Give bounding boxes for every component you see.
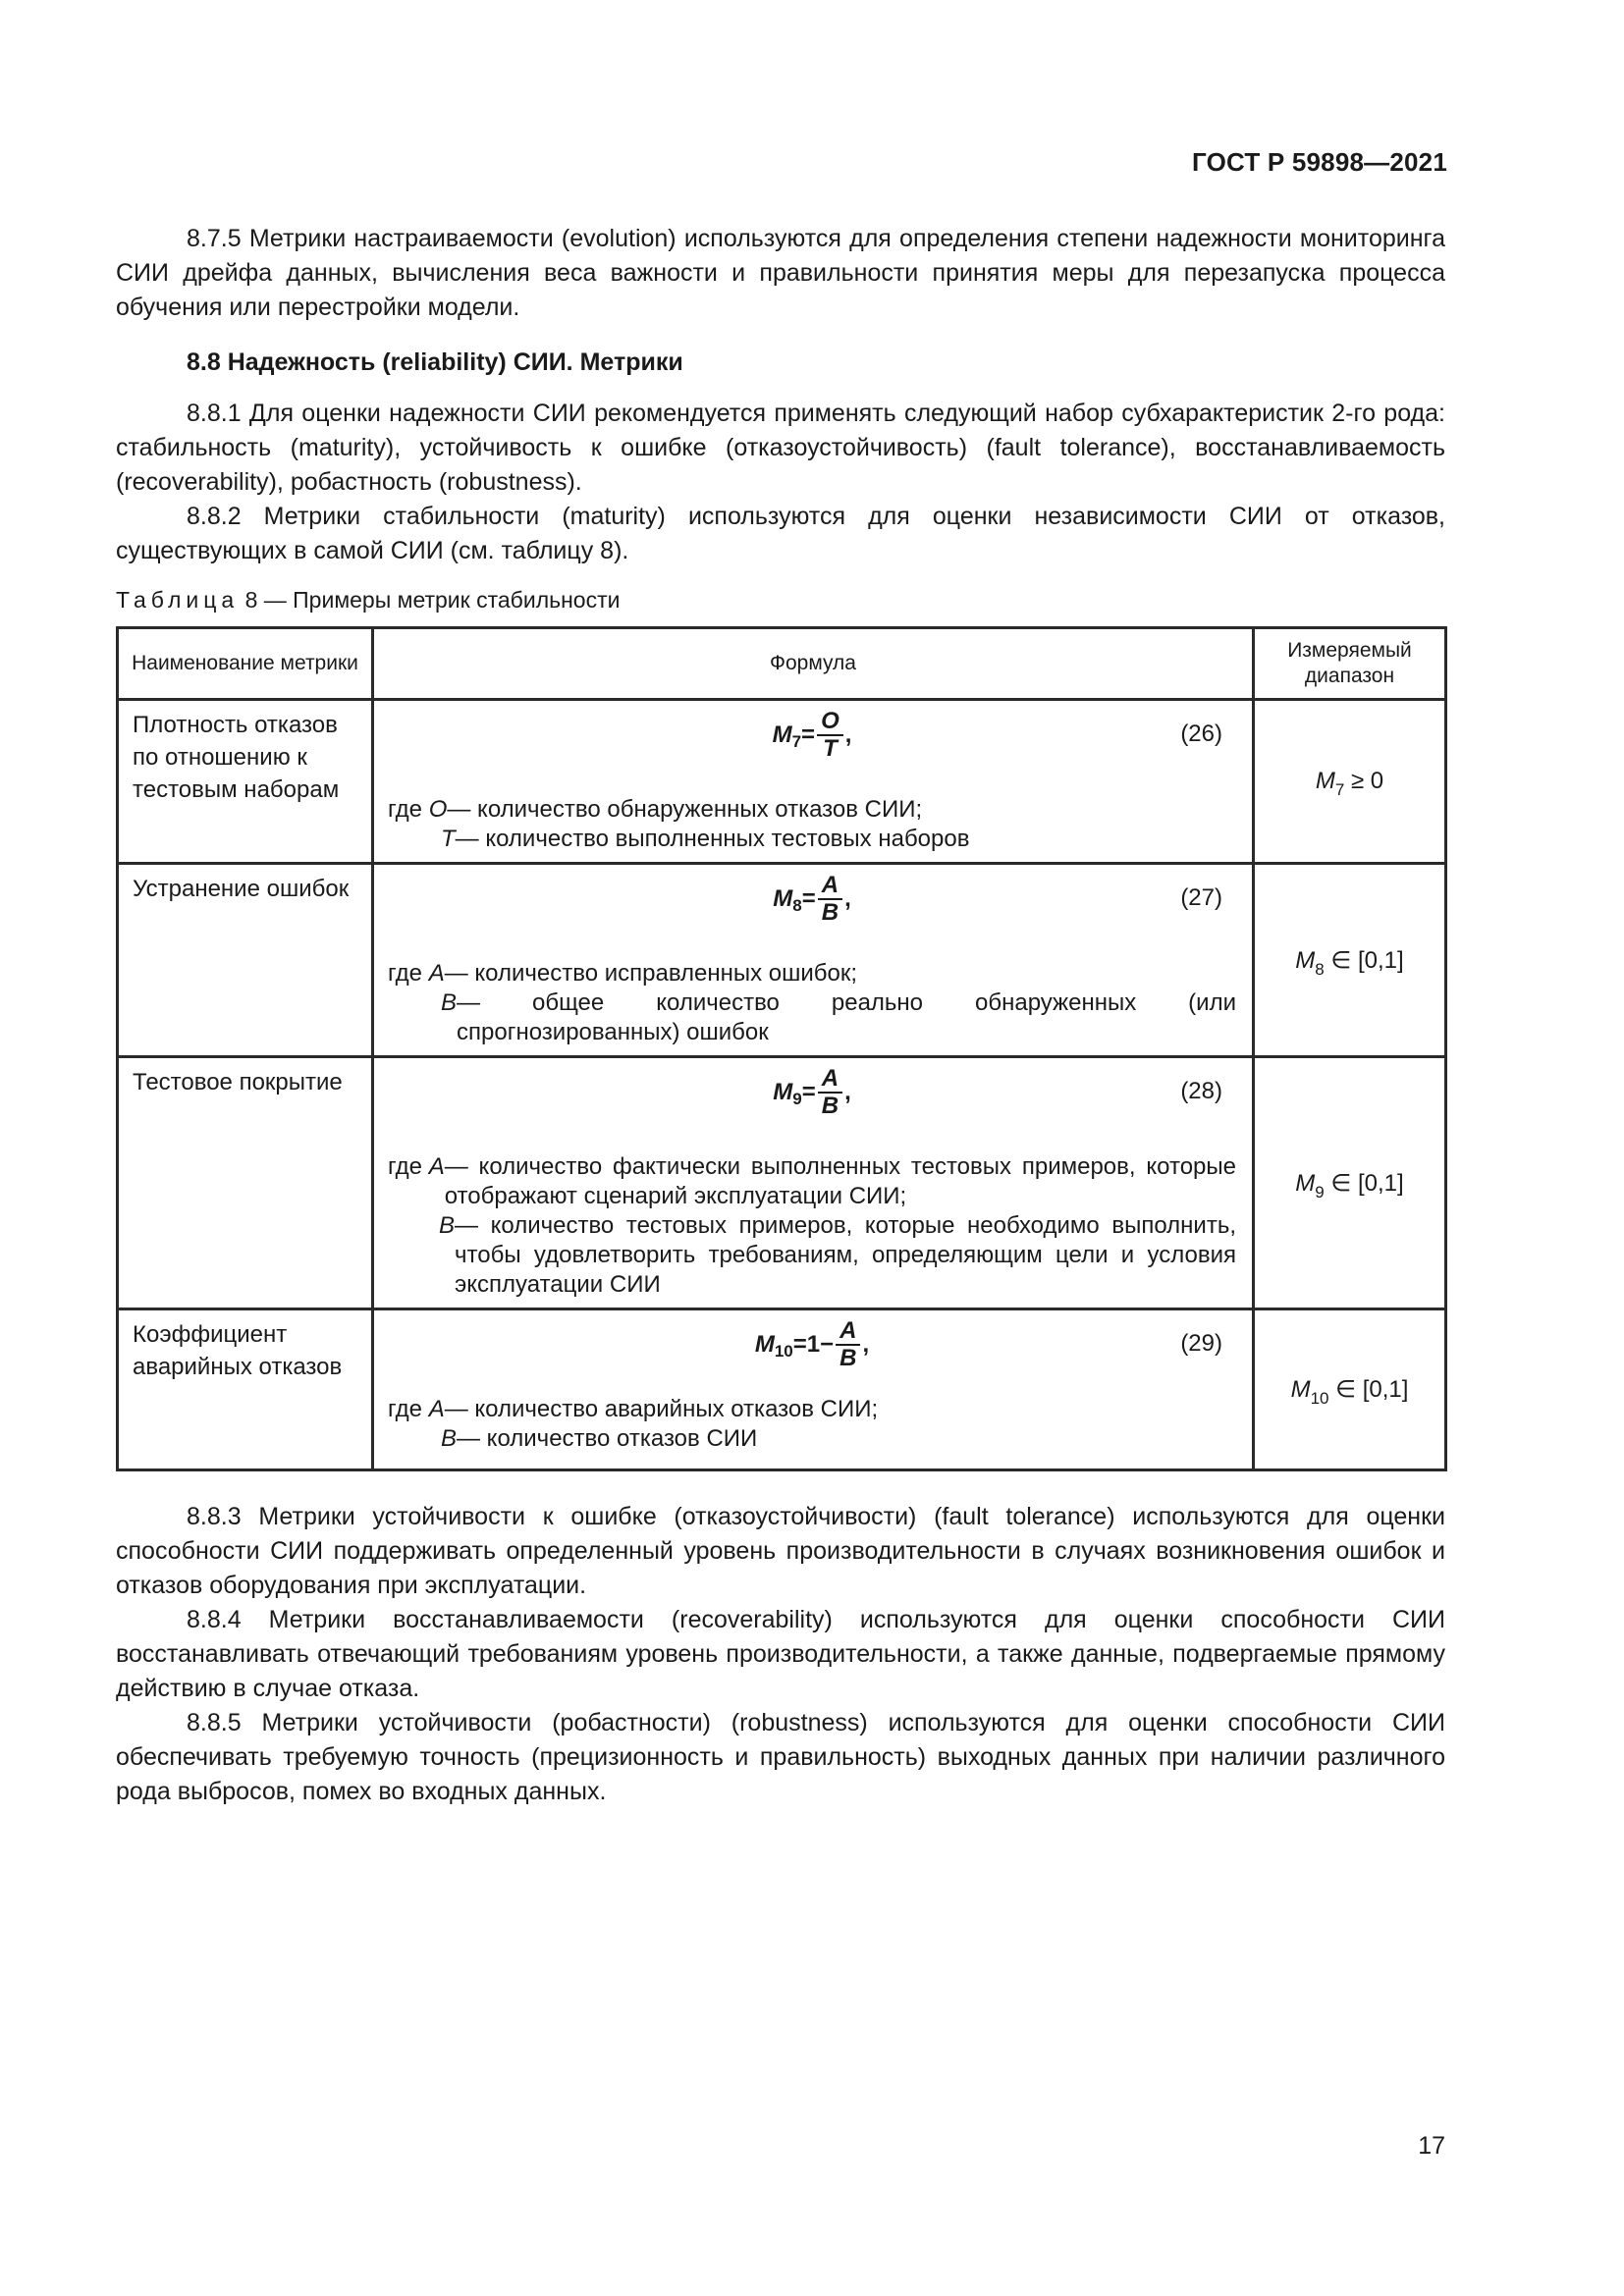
formula-line (388, 701, 1236, 770)
where-variable: B (441, 989, 458, 1016)
formula-lhs: M (772, 721, 792, 748)
paragraphs-bottom (116, 1500, 1445, 1809)
formula (388, 873, 1236, 926)
formula-line (388, 1058, 1236, 1127)
formula-comma: , (844, 721, 852, 748)
page-number: 17 (1418, 2132, 1445, 2160)
formula-lhs: M (754, 1331, 775, 1358)
formula-comma: , (862, 1331, 870, 1358)
where-text: — количество аварийных отказов СИИ; (444, 1396, 879, 1422)
paragraph-8-8-2: 8.8.2 Метрики стабильности (maturity) используются для оценки независимости СИИ от отказов, существующих в самой СИИ (см. таблицу 8). (116, 503, 1445, 564)
paragraph-8-7-5: 8.7.5 Метрики настраиваемости (evolution) используются для определения степени надежности мониторинга СИИ дрейфа данных, вычисления веса важности и правильности принятия меры для перезапуска процесса обучения или перестройки модели. (116, 225, 1445, 321)
range-subscript: 10 (1310, 1389, 1329, 1408)
where-block (388, 1395, 1236, 1454)
paragraph-8-8-3: 8.8.3 Метрики устойчивости к ошибке (отказоустойчивости) (fault tolerance) используются для оценки способности СИИ поддерживать определенный уровень производительности в случаях возникновения ошибок и отказов оборудования при эксплуатации. (116, 1503, 1445, 1599)
formula (388, 709, 1236, 762)
formula-subscript: 10 (774, 1342, 793, 1361)
formula-fraction (818, 1066, 842, 1119)
where-block (388, 959, 1236, 1047)
where-line (388, 988, 1236, 1047)
equation-number: (27) (1180, 884, 1222, 911)
header-range: Измеряемый диапазон (1254, 628, 1446, 700)
header-formula: Формула (373, 628, 1254, 700)
formula-fraction (817, 709, 843, 762)
where-variable: O (428, 796, 448, 823)
where-variable: A (428, 1396, 445, 1422)
paragraphs-top (116, 222, 1445, 325)
where-line (388, 1424, 1236, 1454)
formula-lhs: M (773, 885, 793, 912)
paragraph-8-8-1: 8.8.1 Для оценки надежности СИИ рекомендуется применять следующий набор субхарактеристик 2-го рода: стабильность (maturity), устойчивость к ошибке (отказоустойчивость) (fault tolerance), восстанавливаемость (recoverability), робастность (robustness). (116, 400, 1445, 496)
formula-equals: = (801, 885, 816, 912)
range-cell (1254, 864, 1446, 1057)
fraction-denominator: B (821, 899, 839, 926)
table-caption-title: 8 — Примеры метрик стабильности (239, 587, 621, 613)
metric-name: Тестовое покрытие (118, 1057, 373, 1309)
where-line (388, 825, 1236, 854)
formula (388, 1066, 1236, 1119)
formula-fraction (818, 873, 842, 926)
section-heading: 8.8 Надежность (reliability) СИИ. Метрики (187, 348, 683, 376)
table-row (118, 1057, 1446, 1309)
where-text: — количество выполненных тестовых наборов (455, 826, 970, 852)
paragraphs-mid (116, 397, 1445, 568)
paragraph-8-8-4: 8.8.4 Метрики восстанавливаемости (recoverability) используются для оценки способности СИИ восстанавливать отвечающий требованиям уровень производительности, а также данные, подвергаемые прямому действию в случае отказа. (116, 1606, 1445, 1702)
formula-prefix: 1− (806, 1331, 835, 1358)
formula-cell (373, 700, 1254, 864)
formula-lhs: M (773, 1079, 793, 1105)
where-line: где A — количество аварийных отказов СИИ; (388, 1395, 1236, 1424)
section-8-8 (116, 346, 1445, 380)
range-text: ∈ [0,1] (1324, 946, 1404, 974)
formula-line (388, 1310, 1236, 1379)
formula-cell (373, 1057, 1254, 1309)
range-text: ∈ [0,1] (1324, 1169, 1404, 1197)
where-text: — количество фактически выполненных тестовых примеров, которые отображают сценарий эксплуатации СИИ; (444, 1153, 1236, 1209)
where-line: где A — количество исправленных ошибок; (388, 959, 1236, 988)
formula-fraction (836, 1318, 860, 1371)
where-text: — общее количество реально обнаруженных (или спрогнозированных) ошибок (457, 989, 1236, 1045)
fraction-denominator: B (839, 1345, 857, 1371)
paragraph-8-8-5: 8.8.5 Метрики устойчивости (робастности) (robustness) используются для оценки способности СИИ обеспечивать требуемую точность (прецизионность и правильность) выходных данных при наличии различного рода выбросов, помех во входных данных. (116, 1709, 1445, 1805)
formula-equals: = (801, 1079, 816, 1105)
where-variable: B (441, 1425, 458, 1452)
range-cell (1254, 1309, 1446, 1470)
formula-comma: , (844, 885, 851, 912)
where-text: — количество исправленных ошибок; (444, 960, 858, 987)
where-line: где A — количество фактически выполненных тестовых примеров, которые отображают сценарий эксплуатации СИИ; (388, 1153, 1236, 1209)
table-header-row (118, 628, 1446, 700)
table-row (118, 1309, 1446, 1470)
range-subscript: 7 (1334, 780, 1345, 799)
fraction-denominator: B (821, 1093, 839, 1119)
formula (388, 1318, 1236, 1371)
formula-cell (373, 864, 1254, 1057)
range-cell (1254, 700, 1446, 864)
where-text: — количество тестовых примеров, которые необходимо выполнить, чтобы удовлетворить требованиям, определяющим цели и условия эксплуатации СИИ (455, 1212, 1236, 1298)
range-text: ≥ 0 (1344, 768, 1384, 794)
where-block (388, 795, 1236, 854)
range-variable: M (1315, 768, 1335, 794)
range-variable: M (1290, 1376, 1311, 1403)
where-variable: B (439, 1212, 456, 1239)
formula-subscript: 9 (792, 1090, 802, 1108)
table-row (118, 700, 1446, 864)
formula-line (388, 865, 1236, 934)
fraction-denominator: T (823, 735, 838, 762)
range-variable: M (1295, 946, 1316, 974)
metric-name: Устранение ошибок (118, 864, 373, 1057)
table-row (118, 864, 1446, 1057)
metrics-table (116, 626, 1447, 1471)
range-subscript: 9 (1315, 1182, 1325, 1201)
where-variable: A (428, 960, 445, 987)
fraction-numerator: A (836, 1318, 860, 1346)
fraction-numerator: A (818, 873, 842, 900)
metric-name: Коэффициент аварийных отказов (118, 1309, 373, 1470)
range-cell (1254, 1057, 1446, 1309)
formula-subscript: 8 (792, 896, 802, 915)
where-text: — количество обнаруженных отказов СИИ; (447, 796, 923, 823)
header-name: Наименование метрики (118, 628, 373, 700)
range-subscript: 8 (1315, 959, 1325, 979)
table-caption (116, 585, 620, 614)
formula-equals: = (792, 1331, 807, 1358)
formula-equals: = (801, 721, 816, 748)
where-text: — количество отказов СИИ (457, 1425, 758, 1452)
table-caption-prefix: Таблица (116, 587, 240, 613)
equation-number: (29) (1180, 1330, 1222, 1357)
fraction-numerator: A (818, 1066, 842, 1094)
equation-number: (28) (1180, 1078, 1222, 1104)
where-line: где O — количество обнаруженных отказов СИИ; (388, 795, 1236, 825)
where-line (388, 1211, 1236, 1300)
formula-subscript: 7 (791, 732, 802, 751)
where-variable: T (441, 826, 456, 852)
formula-cell (373, 1309, 1254, 1470)
range-variable: M (1295, 1169, 1316, 1197)
range-text: ∈ [0,1] (1328, 1376, 1409, 1403)
formula-comma: , (844, 1079, 851, 1105)
equation-number: (26) (1180, 721, 1222, 747)
document-header: ГОСТ Р 59898—2021 (1192, 147, 1447, 177)
fraction-numerator: O (817, 709, 843, 736)
where-variable: A (428, 1153, 445, 1180)
metric-name: Плотность отказов по отношению к тестовым наборам (118, 700, 373, 864)
where-block (388, 1152, 1236, 1300)
